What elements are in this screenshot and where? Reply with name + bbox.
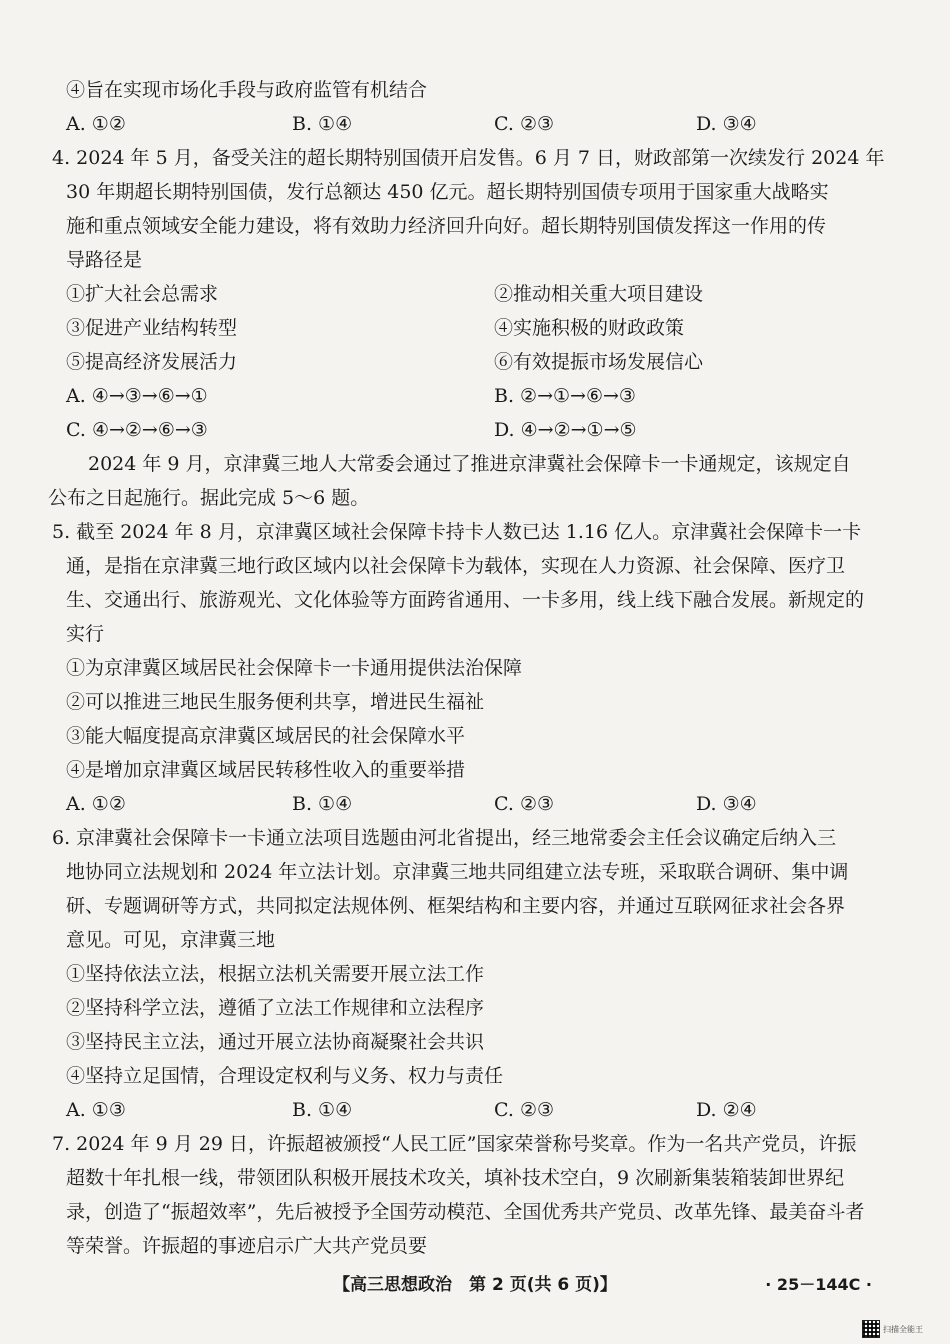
- q4-stem-line-2: 30 年期超长期特别国债，发行总额达 450 亿元。超长期特别国债专项用于国家重大战略实: [66, 181, 829, 203]
- q6-stem-line-1: 6. 京津冀社会保障卡一卡通立法项目选题由河北省提出，经三地常委会主任会议确定后纳入三: [52, 827, 837, 849]
- q5-option-c: C. ②③: [494, 793, 555, 815]
- q6-option-d: D. ②④: [696, 1099, 757, 1121]
- q5-option-d: D. ③④: [696, 793, 757, 815]
- qr-code-icon: [862, 1320, 880, 1338]
- q5-item-2: ②可以推进三地民生服务便利共享，增进民生福祉: [66, 691, 485, 713]
- q3-option-d: D. ③④: [696, 113, 757, 135]
- q6-item-1: ①坚持依法立法，根据立法机关需要开展立法工作: [66, 963, 485, 985]
- q3-option-a: A. ①②: [66, 113, 126, 135]
- q7-stem-line-3: 录，创造了“振超效率”，先后被授予全国劳动模范、全国优秀共产党员、改革先锋、最美奋斗者: [66, 1201, 865, 1223]
- q6-item-3: ③坚持民主立法，通过开展立法协商凝聚社会共识: [66, 1031, 485, 1053]
- q5-item-4: ④是增加京津冀区域居民转移性收入的重要举措: [66, 759, 466, 781]
- q4-item-5: ⑤提高经济发展活力: [66, 351, 238, 373]
- q3-option-c: C. ②③: [494, 113, 555, 135]
- q5-item-3: ③能大幅度提高京津冀区域居民的社会保障水平: [66, 725, 466, 747]
- scanner-badge-text: 扫描全能王: [883, 1324, 923, 1334]
- material-line-2: 公布之日起施行。据此完成 5～6 题。: [48, 487, 370, 509]
- q7-stem-line-2: 超数十年扎根一线，带领团队积极开展技术攻关，填补技术空白，9 次刷新集装箱装卸世界纪: [66, 1167, 845, 1189]
- q4-stem-line-3: 施和重点领域安全能力建设，将有效助力经济回升向好。超长期特别国债发挥这一作用的传: [66, 215, 827, 237]
- q4-option-d: D. ④→②→①→⑤: [494, 419, 637, 441]
- q6-stem-line-4: 意见。可见，京津冀三地: [66, 929, 276, 951]
- q4-item-6: ⑥有效提振市场发展信心: [494, 351, 704, 373]
- q4-stem-line-4: 导路径是: [66, 249, 143, 271]
- q4-option-b: B. ②→①→⑥→③: [494, 385, 636, 407]
- q4-option-c: C. ④→②→⑥→③: [66, 419, 208, 441]
- q6-item-4: ④坚持立足国情，合理设定权利与义务、权力与责任: [66, 1065, 504, 1087]
- paper-code: · 25－144C ·: [765, 1275, 872, 1294]
- material-line-1: 2024 年 9 月，京津冀三地人大常委会通过了推进京津冀社会保障卡一卡通规定，该规定自: [88, 453, 851, 475]
- q6-item-2: ②坚持科学立法，遵循了立法工作规律和立法程序: [66, 997, 485, 1019]
- q6-option-c: C. ②③: [494, 1099, 555, 1121]
- q5-item-1: ①为京津冀区域居民社会保障卡一卡通用提供法治保障: [66, 657, 523, 679]
- q4-item-1: ①扩大社会总需求: [66, 283, 219, 305]
- q7-stem-line-1: 7. 2024 年 9 月 29 日，许振超被颁授“人民工匠”国家荣誉称号奖章。作为一名共产党员，许振: [52, 1133, 857, 1155]
- page-footer: 【高三思想政治 第 2 页(共 6 页)】: [333, 1275, 617, 1295]
- q6-stem-line-2: 地协同立法规划和 2024 年立法计划。京津冀三地共同组建立法专班，采取联合调研、集中调: [66, 861, 849, 883]
- q5-stem-line-2: 通，是指在京津冀三地行政区域内以社会保障卡为载体，实现在人力资源、社会保障、医疗卫: [66, 555, 846, 577]
- q5-stem-line-4: 实行: [66, 623, 105, 645]
- q3-item-4: ④旨在实现市场化手段与政府监管有机结合: [66, 79, 428, 101]
- q4-stem-line-1: 4. 2024 年 5 月，备受关注的超长期特别国债开启发售。6 月 7 日，财政部第一次续发行 2024 年: [52, 147, 885, 169]
- q5-stem-line-1: 5. 截至 2024 年 8 月，京津冀区域社会保障卡持卡人数已达 1.16 亿人。京津冀社会保障卡一卡: [52, 521, 862, 543]
- q6-stem-line-3: 研、专题调研等方式，共同拟定法规体例、框架结构和主要内容，并通过互联网征求社会各界: [66, 895, 846, 917]
- q5-option-b: B. ①④: [292, 793, 353, 815]
- q4-item-3: ③促进产业结构转型: [66, 317, 238, 339]
- q6-option-a: A. ①③: [66, 1099, 126, 1121]
- q4-item-4: ④实施积极的财政政策: [494, 317, 685, 339]
- q3-option-b: B. ①④: [292, 113, 353, 135]
- q5-option-a: A. ①②: [66, 793, 126, 815]
- q4-option-a: A. ④→③→⑥→①: [66, 385, 208, 407]
- q5-stem-line-3: 生、交通出行、旅游观光、文化体验等方面跨省通用、一卡多用，线上线下融合发展。新规定的: [66, 589, 865, 611]
- scanner-badge: [862, 1320, 940, 1338]
- q7-stem-line-4: 等荣誉。许振超的事迹启示广大共产党员要: [66, 1235, 428, 1257]
- q4-item-2: ②推动相关重大项目建设: [494, 283, 704, 305]
- q6-option-b: B. ①④: [292, 1099, 353, 1121]
